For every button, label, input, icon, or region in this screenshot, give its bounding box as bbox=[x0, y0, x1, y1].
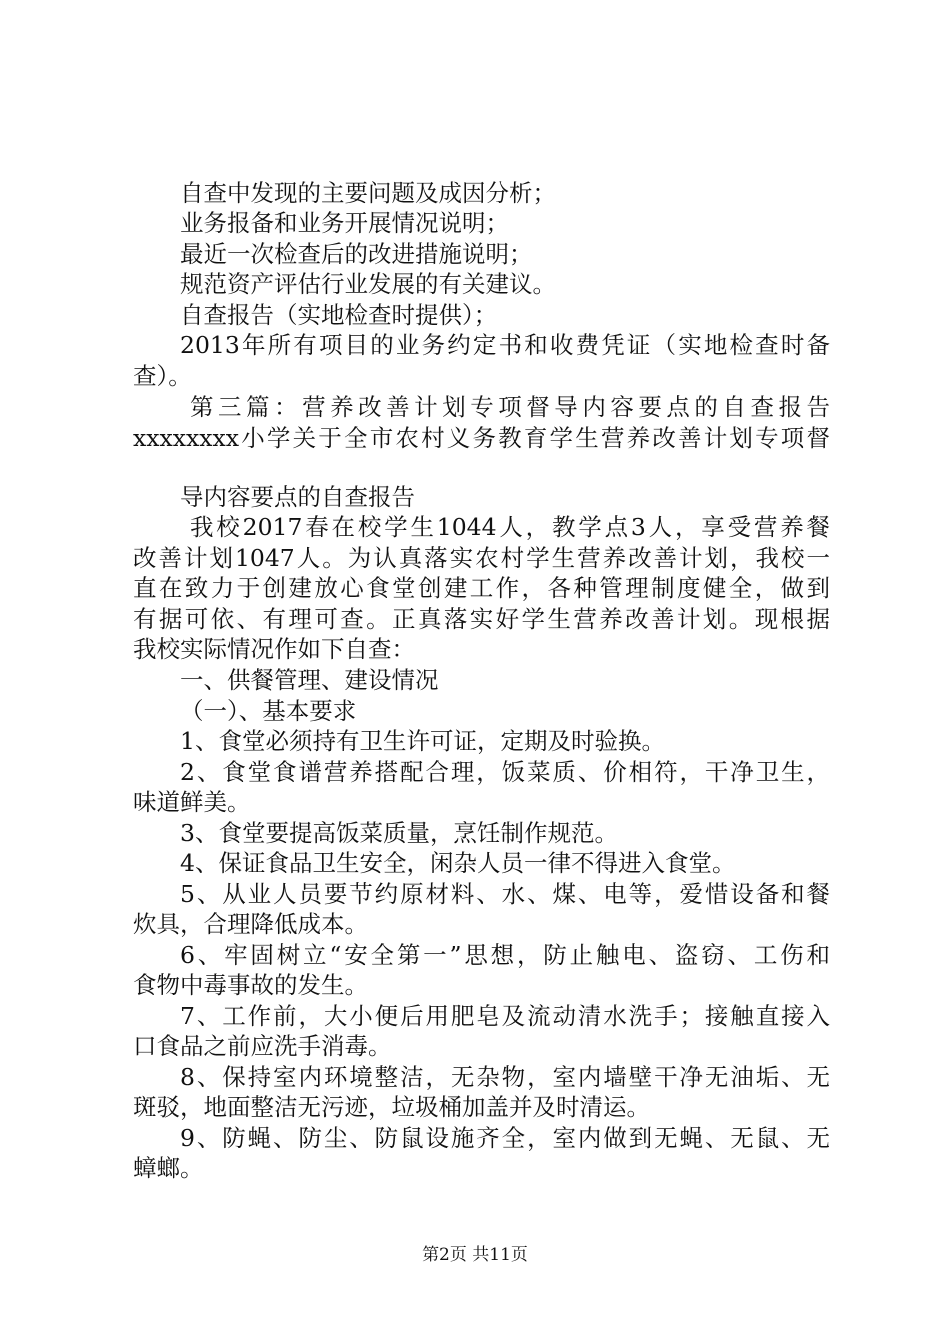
list-item: 6、牢固树立“安全第一”思想，防止触电、盗窃、工伤和 bbox=[180, 941, 830, 969]
section-heading: 第三篇：营养改善计划专项督导内容要点的自查报告 bbox=[190, 393, 830, 421]
text-line: 最近一次检查后的改进措施说明； bbox=[180, 240, 533, 268]
list-item: 3、食堂要提高饭菜质量，烹饪制作规范。 bbox=[180, 819, 618, 847]
text-line: 蟑螂。 bbox=[133, 1154, 204, 1182]
list-item: 1、食堂必须持有卫生许可证，定期及时验换。 bbox=[180, 727, 665, 755]
text-line: 业务报备和业务开展情况说明； bbox=[180, 209, 509, 237]
text-line: 改善计划1047人。为认真落实农村学生营养改善计划，我校一 bbox=[133, 544, 830, 572]
text-line: 自查报告（实地检查时提供）； bbox=[180, 301, 498, 329]
text-line: xxxxxxxx小学关于全市农村义务教育学生营养改善计划专项督 bbox=[133, 424, 830, 452]
list-item: 5、从业人员要节约原材料、水、煤、电等，爱惜设备和餐 bbox=[180, 880, 830, 908]
list-item: 7、工作前，大小便后用肥皂及流动清水洗手；接触直接入 bbox=[180, 1002, 830, 1030]
text-line: 2013年所有项目的业务约定书和收费凭证（实地检查时备 bbox=[180, 331, 830, 359]
text-line: 有据可依、有理可查。正真落实好学生营养改善计划。现根据 bbox=[133, 605, 830, 633]
page-footer: 第2页 共11页 bbox=[422, 1245, 528, 1265]
text-line: 导内容要点的自查报告 bbox=[180, 483, 415, 511]
list-item: 2、食堂食谱营养搭配合理，饭菜质、价相符，干净卫生， bbox=[180, 758, 830, 786]
text-line: 规范资产评估行业发展的有关建议。 bbox=[180, 270, 556, 298]
text-line: 我校2017春在校学生1044人，教学点3人，享受营养餐 bbox=[190, 513, 830, 541]
text-line: 炊具，合理降低成本。 bbox=[133, 910, 368, 938]
text-line: 斑驳，地面整洁无污迹，垃圾桶加盖并及时清运。 bbox=[133, 1093, 650, 1121]
subheading: （一）、基本要求 bbox=[180, 697, 357, 725]
text-line: 直在致力于创建放心食堂创建工作，各种管理制度健全，做到 bbox=[133, 574, 830, 602]
text-line: 食物中毒事故的发生。 bbox=[133, 971, 368, 999]
text-line: 口食品之前应洗手消毒。 bbox=[133, 1032, 392, 1060]
list-item: 9、防蝇、防尘、防鼠设施齐全，室内做到无蝇、无鼠、无 bbox=[180, 1124, 830, 1152]
text-line: 我校实际情况作如下自查： bbox=[133, 635, 415, 663]
text-line: 味道鲜美。 bbox=[133, 788, 251, 816]
text-line: 自查中发现的主要问题及成因分析； bbox=[180, 179, 556, 207]
list-item: 8、保持室内环境整洁，无杂物，室内墙壁干净无油垢、无 bbox=[180, 1063, 830, 1091]
text-line: 查）。 bbox=[133, 362, 192, 390]
subheading: 一、供餐管理、建设情况 bbox=[180, 666, 439, 694]
list-item: 4、保证食品卫生安全，闲杂人员一律不得进入食堂。 bbox=[180, 849, 736, 877]
